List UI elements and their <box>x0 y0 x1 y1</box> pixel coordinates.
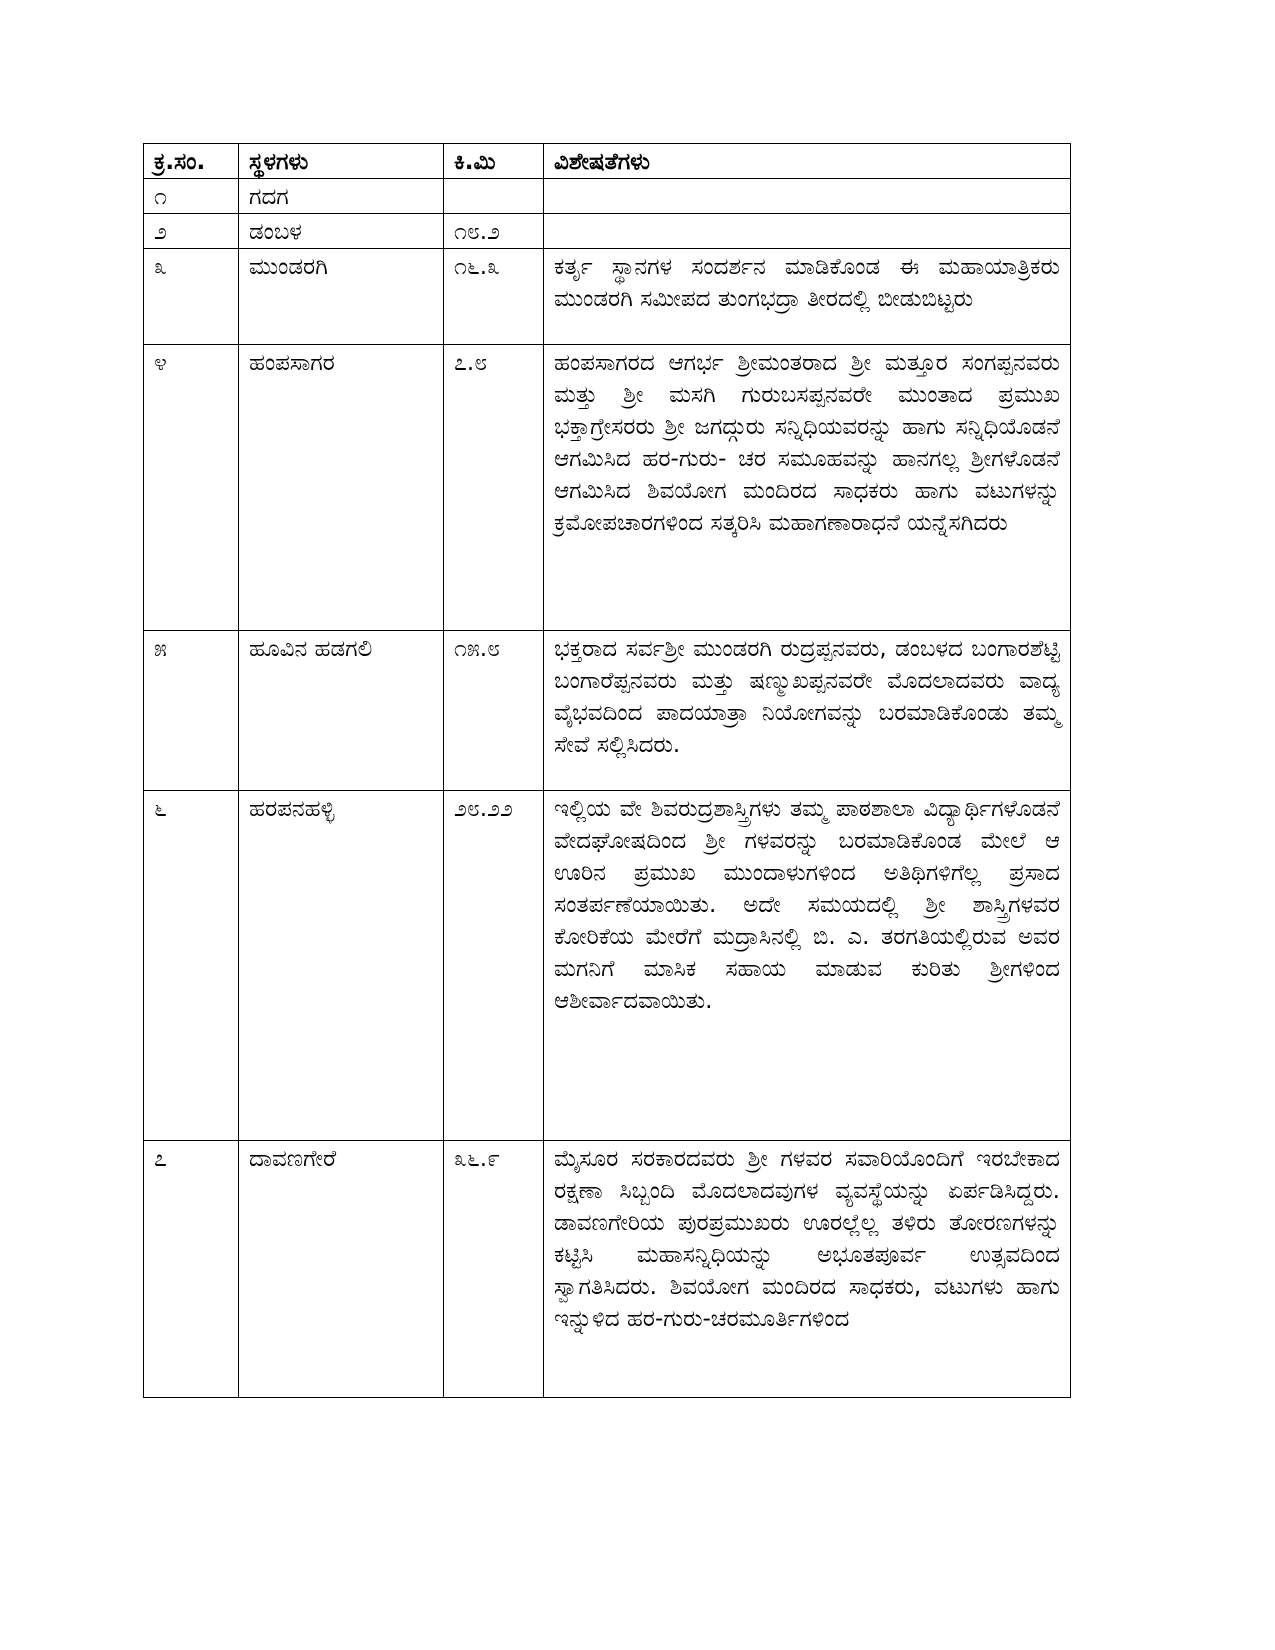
table-row <box>144 179 1071 214</box>
cell-km <box>444 179 544 214</box>
cell-place: ದಾವಣಗೇರೆ <box>239 1141 444 1398</box>
cell-km: ೧೬.೩ <box>444 249 544 345</box>
cell-km: ೧೮.೨ <box>444 214 544 249</box>
cell-place: ಡಂಬಳ <box>239 214 444 249</box>
cell-details <box>544 214 1071 249</box>
cell-details: ಕರ್ತೃ ಸ್ಥಾನಗಳ ಸಂದರ್ಶನ ಮಾಡಿಕೊಂಡ ಈ ಮಹಾಯಾತ್ರಿಕರು ಮುಂಡರಗಿ ಸಮೀಪದ ತುಂಗಭದ್ರಾ ತೀರದಲ್ಲಿ ಬೀಡುಬಿಟ್ಟರು <box>544 249 1071 345</box>
cell-km: ೧೫.೮ <box>444 631 544 791</box>
cell-serial-no: ೬ <box>144 791 239 1141</box>
cell-place: ಹೂವಿನ ಹಡಗಲಿ <box>239 631 444 791</box>
table-header-row <box>144 144 1071 179</box>
cell-details: ಇಲ್ಲಿಯ ವೇ ಶಿವರುದ್ರಶಾಸ್ತ್ರಿಗಳು ತಮ್ಮ ಪಾಠಶಾಲಾ ವಿದ್ಯಾರ್ಥಿಗಳೊಡನೆ ವೇದಘೋಷದಿಂದ ಶ್ರೀ ಗಳವರನ್ನು ಬರಮಾಡಿಕೊಂಡ ಮೇಲೆ ಆ ಊರಿನ ಪ್ರಮುಖ ಮುಂದಾಳುಗಳಿಂದ ಅತಿಥಿಗಳಿಗೆಲ್ಲ ಪ್ರಸಾದ ಸಂತರ್ಪಣೆಯಾಯಿತು. ಅದೇ ಸಮಯದಲ್ಲಿ ಶ್ರೀ ಶಾಸ್ತ್ರಿಗಳವರ ಕೋರಿಕೆಯ ಮೇರೆಗೆ ಮದ್ರಾಸಿನಲ್ಲಿ ಬಿ. ಎ. ತರಗತಿಯಲ್ಲಿರುವ ಅವರ ಮಗನಿಗೆ ಮಾಸಿಕ ಸಹಾಯ ಮಾಡುವ ಕುರಿತು ಶ್ರೀಗಳಿಂದ ಆಶೀರ್ವಾದವಾಯಿತು. <box>544 791 1071 1141</box>
cell-serial-no: ೨ <box>144 214 239 249</box>
header-details: ವಿಶೇಷತೆಗಳು <box>544 144 1071 179</box>
table-row <box>144 791 1071 1141</box>
cell-details <box>544 179 1071 214</box>
cell-details: ಭಕ್ತರಾದ ಸರ್ವಶ್ರೀ ಮುಂಡರಗಿ ರುದ್ರಪ್ಪನವರು, ಡಂಬಳದ ಬಂಗಾರಶೆಟ್ಟಿ ಬಂಗಾರೆಪ್ಪನವರು ಮತ್ತು ಷಣ್ಮುಖಪ್ಪನವರೇ ಮೊದಲಾದವರು ವಾದ್ಯ ವೈಭವದಿಂದ ಪಾದಯಾತ್ರಾ ನಿಯೋಗವನ್ನು ಬರಮಾಡಿಕೊಂಡು ತಮ್ಮ ಸೇವೆ ಸಲ್ಲಿಸಿದರು. <box>544 631 1071 791</box>
cell-serial-no: ೪ <box>144 345 239 631</box>
cell-km: ೨೮.೨೨ <box>444 791 544 1141</box>
cell-place: ಮುಂಡರಗಿ <box>239 249 444 345</box>
table-row <box>144 631 1071 791</box>
cell-details: ಮೈಸೂರ ಸರಕಾರದವರು ಶ್ರೀ ಗಳವರ ಸವಾರಿಯೊಂದಿಗೆ ಇರಬೇಕಾದ ರಕ್ಷಣಾ ಸಿಬ್ಬಂದಿ ಮೊದಲಾದವುಗಳ ವ್ಯವಸ್ಥೆಯನ್ನು ಏರ್ಪಡಿಸಿದ್ದರು. ಡಾವಣಗೇರಿಯ ಪುರಪ್ರಮುಖರು ಊರಲ್ಲೆಲ್ಲ ತಳಿರು ತೋರಣಗಳನ್ನು ಕಟ್ಟಿಸಿ ಮಹಾಸನ್ನಿಧಿಯನ್ನು ಅಭೂತಪೂರ್ವ ಉತ್ಸವದಿಂದ ಸ್ವಾಗತಿಸಿದರು. ಶಿವಯೋಗ ಮಂದಿರದ ಸಾಧಕರು, ವಟುಗಳು ಹಾಗು ಇನ್ನುಳಿದ ಹರ-ಗುರು-ಚರಮೂರ್ತಿಗಳಿಂದ <box>544 1141 1071 1398</box>
cell-serial-no: ೩ <box>144 249 239 345</box>
table-row <box>144 214 1071 249</box>
cell-place: ಹಂಪಸಾಗರ <box>239 345 444 631</box>
table-row <box>144 345 1071 631</box>
table-row <box>144 249 1071 345</box>
table-row <box>144 1141 1071 1398</box>
cell-place: ಗದಗ <box>239 179 444 214</box>
cell-details: ಹಂಪಸಾಗರದ ಆಗರ್ಭ ಶ್ರೀಮಂತರಾದ ಶ್ರೀ ಮತ್ತೂರ ಸಂಗಪ್ಪನವರು ಮತ್ತು ಶ್ರೀ ಮಸಗಿ ಗುರುಬಸಪ್ಪನವರೇ ಮುಂತಾದ ಪ್ರಮುಖ ಭಕ್ತಾಗ್ರೇಸರರು ಶ್ರೀ ಜಗದ್ಗುರು ಸನ್ನಿಧಿಯವರನ್ನು ಹಾಗು ಸನ್ನಿಧಿಯೊಡನೆ ಆಗಮಿಸಿದ ಹರ-ಗುರು- ಚರ ಸಮೂಹವನ್ನು ಹಾನಗಲ್ಲ ಶ್ರೀಗಳೊಡನೆ ಆಗಮಿಸಿದ ಶಿವಯೋಗ ಮಂದಿರದ ಸಾಧಕರು ಹಾಗು ವಟುಗಳನ್ನು ಕ್ರಮೋಪಚಾರಗಳಿಂದ ಸತ್ಕರಿಸಿ ಮಹಾಗಣಾರಾಧನೆ ಯನ್ನೆಸಗಿದರು <box>544 345 1071 631</box>
cell-km: ೭.೮ <box>444 345 544 631</box>
cell-serial-no: ೧ <box>144 179 239 214</box>
header-km: ಕಿ.ಮಿ <box>444 144 544 179</box>
header-serial-no: ಕ್ರ.ಸಂ. <box>144 144 239 179</box>
cell-serial-no: ೭ <box>144 1141 239 1398</box>
cell-place: ಹರಪನಹಳ್ಳಿ <box>239 791 444 1141</box>
cell-serial-no: ೫ <box>144 631 239 791</box>
itinerary-table <box>143 143 1071 1398</box>
header-places: ಸ್ಥಳಗಳು <box>239 144 444 179</box>
cell-km: ೩೬.೯ <box>444 1141 544 1398</box>
